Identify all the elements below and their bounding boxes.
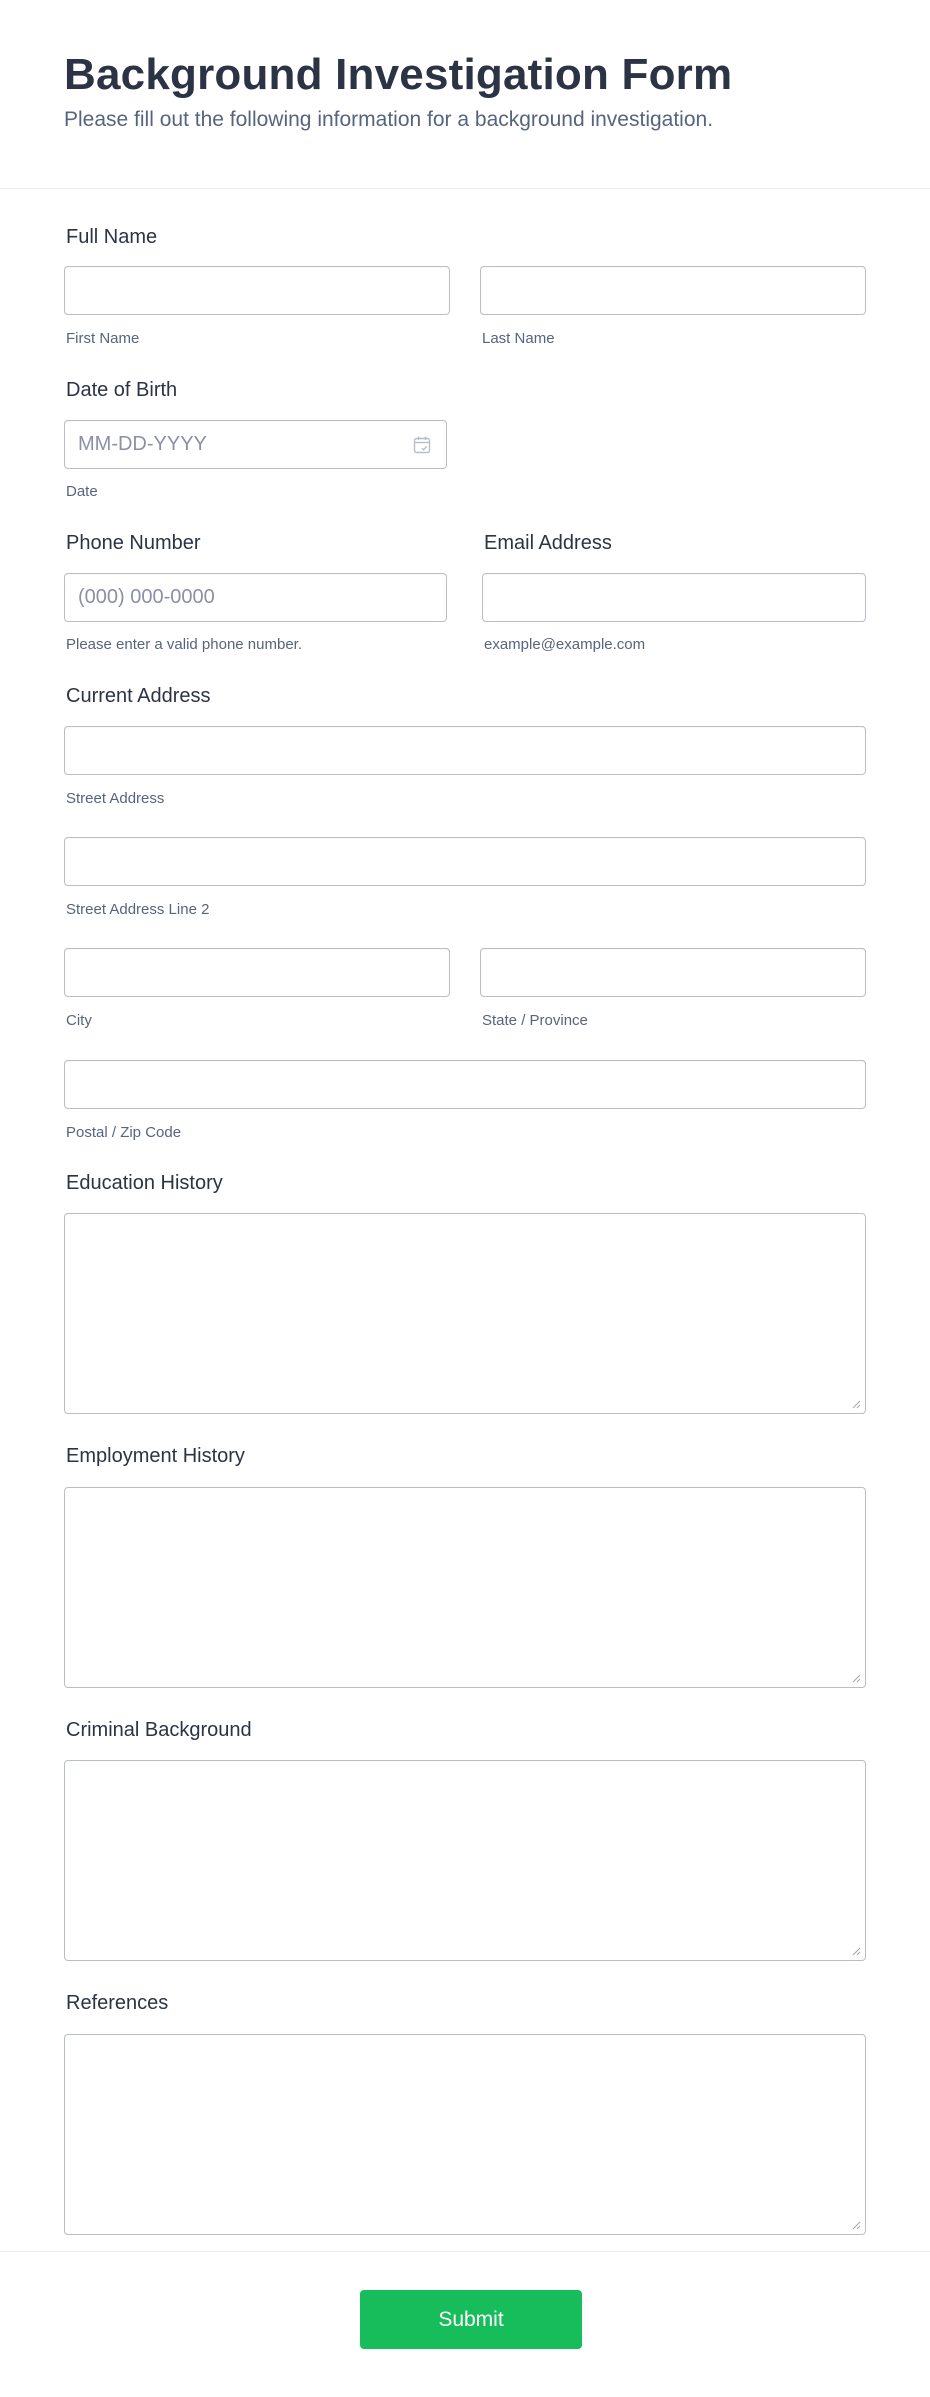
- zip-input[interactable]: [64, 1060, 866, 1109]
- city-sublabel: City: [66, 1012, 92, 1029]
- form-title: Background Investigation Form: [64, 50, 733, 99]
- city-input[interactable]: [64, 948, 450, 997]
- email-sublabel: example@example.com: [484, 636, 646, 653]
- employment-label: Employment History: [66, 1445, 245, 1467]
- last-name-sublabel: Last Name: [482, 330, 555, 347]
- criminal-textarea[interactable]: [64, 1760, 866, 1961]
- state-input[interactable]: [480, 948, 866, 997]
- references-label: References: [66, 1992, 169, 2014]
- dob-input[interactable]: [64, 420, 447, 469]
- criminal-label: Criminal Background: [66, 1719, 252, 1741]
- street-address-line2-sublabel: Street Address Line 2: [66, 901, 210, 918]
- form-header: [0, 0, 930, 189]
- phone-sublabel: Please enter a valid phone number.: [66, 636, 302, 653]
- dob-label: Date of Birth: [66, 379, 178, 401]
- street-address-input[interactable]: [64, 726, 866, 775]
- resize-handle-icon[interactable]: [851, 1946, 861, 1956]
- education-textarea[interactable]: [64, 1213, 866, 1414]
- dob-sublabel: Date: [66, 483, 98, 500]
- full-name-label: Full Name: [66, 226, 158, 248]
- address-label: Current Address: [66, 685, 211, 707]
- calendar-icon[interactable]: [412, 435, 432, 455]
- resize-handle-icon[interactable]: [851, 1673, 861, 1683]
- references-textarea[interactable]: [64, 2034, 866, 2235]
- form-subtitle: Please fill out the following information for a background investigation.: [64, 108, 714, 131]
- resize-handle-icon[interactable]: [851, 1399, 861, 1409]
- first-name-sublabel: First Name: [66, 330, 140, 347]
- email-label: Email Address: [484, 532, 612, 554]
- employment-textarea[interactable]: [64, 1487, 866, 1688]
- first-name-input[interactable]: [64, 266, 450, 315]
- street-address-line2-input[interactable]: [64, 837, 866, 886]
- phone-label: Phone Number: [66, 532, 201, 554]
- education-label: Education History: [66, 1172, 223, 1194]
- email-input[interactable]: [482, 573, 866, 622]
- resize-handle-icon[interactable]: [851, 2220, 861, 2230]
- zip-sublabel: Postal / Zip Code: [66, 1124, 182, 1141]
- phone-placeholder: (000) 000-0000: [78, 586, 215, 608]
- last-name-input[interactable]: [480, 266, 866, 315]
- state-sublabel: State / Province: [482, 1012, 588, 1029]
- street-address-sublabel: Street Address: [66, 790, 165, 807]
- submit-button[interactable]: Submit: [360, 2290, 582, 2349]
- phone-input[interactable]: [64, 573, 447, 622]
- dob-placeholder: MM-DD-YYYY: [78, 433, 207, 455]
